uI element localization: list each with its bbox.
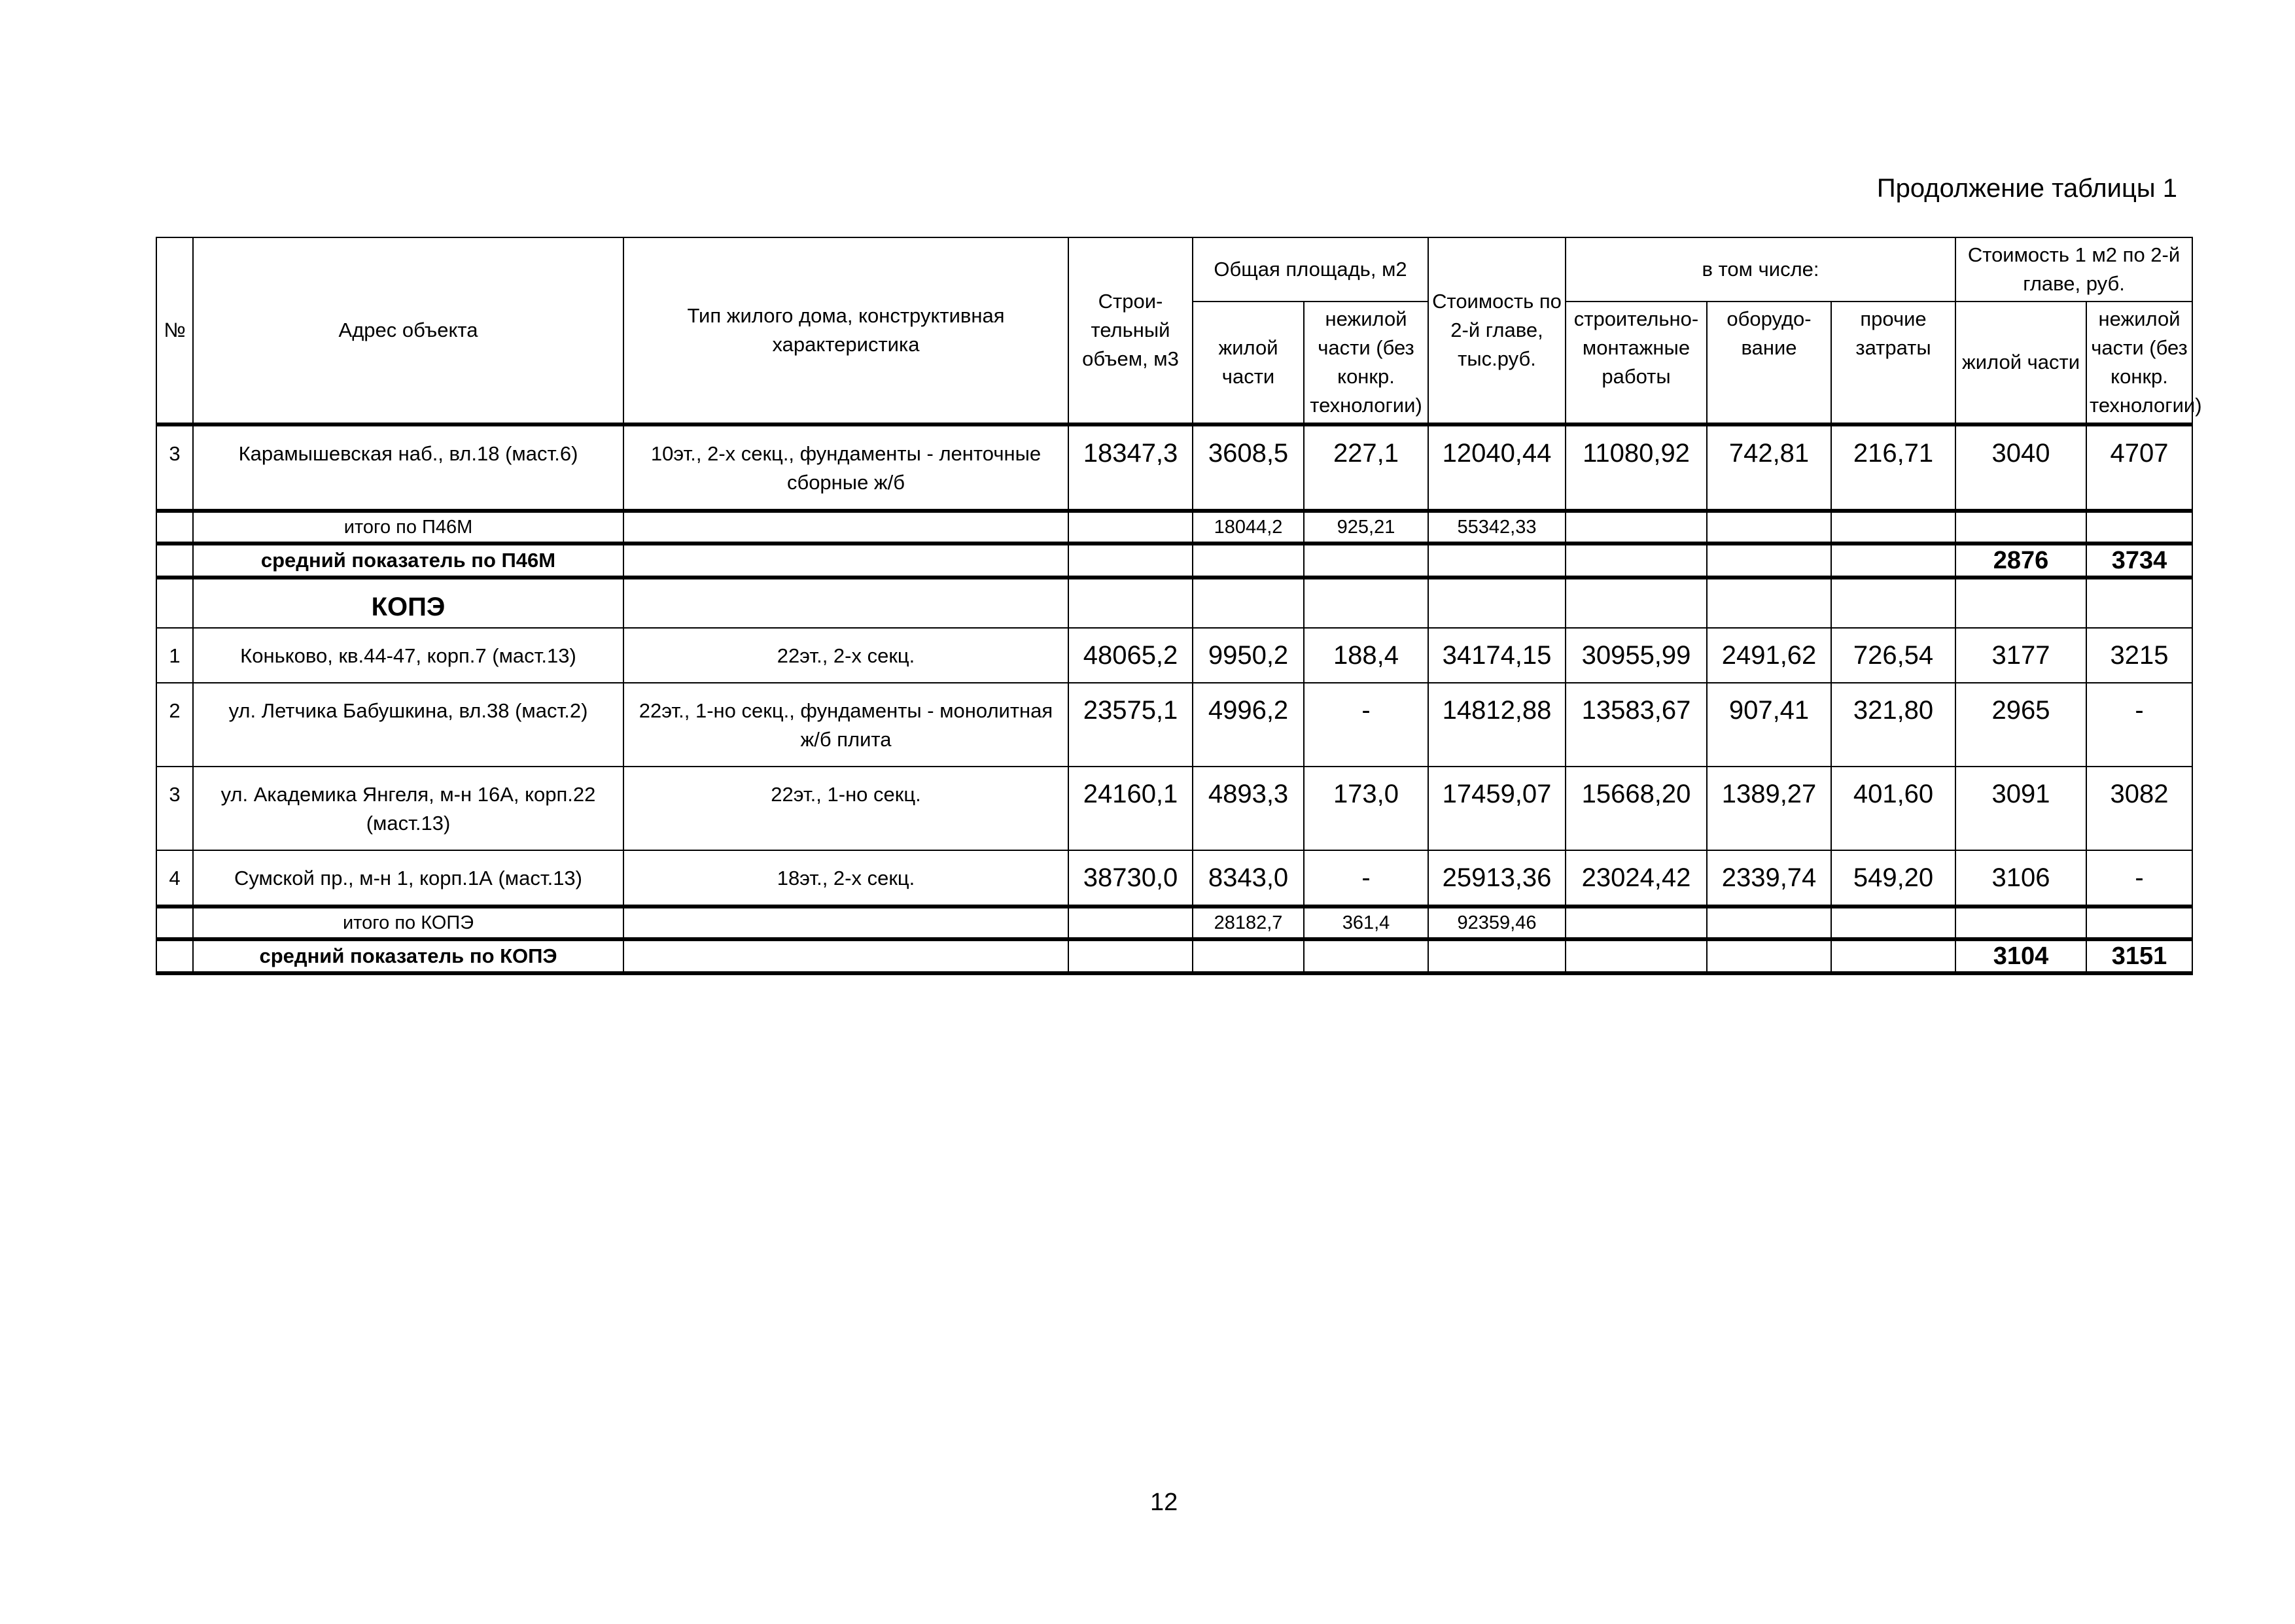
average-row [156,544,2295,578]
header-unit-group: Стоимость 1 м2 по 2-й главе, руб. [1955,237,2192,302]
row-num: 2 [156,683,193,767]
header-equipment: оборудо- вание [1707,302,1831,424]
row-unit-res: 3040 [1955,424,2086,511]
row-area-nonres: 188,4 [1304,628,1428,683]
header-address: Адрес объекта [193,237,623,424]
row-unit-nonres: 3082 [2086,767,2192,850]
page-number: 12 [1150,1489,1178,1516]
row-area-nonres: 227,1 [1304,424,1428,511]
table-row [156,767,2295,850]
row-cost: 34174,15 [1428,628,1566,683]
row-address: Карамышевская наб., вл.18 (маст.6) [193,424,623,511]
table-caption: Продолжение таблицы 1 [1876,174,2177,203]
row-unit-nonres: - [2086,850,2192,907]
row-type: 22эт., 1-но секц., фундаменты - монолитная ж/б плита [623,683,1068,767]
row-unit-res: 3106 [1955,850,2086,907]
header-type: Тип жилого дома, конструктивная характеристика [623,237,1068,424]
row-equipment: 1389,27 [1707,767,1831,850]
row-volume: 18347,3 [1068,424,1193,511]
row-construction: 13583,67 [1566,683,1707,767]
header-area-group: Общая площадь, м2 [1193,237,1428,302]
total-cost: 55342,33 [1428,511,1566,544]
row-volume: 38730,0 [1068,850,1193,907]
row-area-nonres: 173,0 [1304,767,1428,850]
row-construction: 11080,92 [1566,424,1707,511]
row-area-nonres: - [1304,683,1428,767]
average-unit-res: 2876 [1955,544,2086,578]
row-unit-res: 3177 [1955,628,2086,683]
header-construction: строительно- монтажные работы [1566,302,1707,424]
average-unit-nonres: 3734 [2086,544,2192,578]
row-volume: 48065,2 [1068,628,1193,683]
row-equipment: 2491,62 [1707,628,1831,683]
average-unit-nonres: 3151 [2086,939,2192,973]
table-row [156,683,2295,767]
row-type: 10эт., 2-х секц., фундаменты - ленточные сборные ж/б [623,424,1068,511]
row-unit-res: 2965 [1955,683,2086,767]
section-title: КОПЭ [193,578,623,628]
average-label: средний показатель по КОПЭ [193,939,623,973]
row-equipment: 742,81 [1707,424,1831,511]
row-area-res: 3608,5 [1193,424,1304,511]
row-area-res: 4893,3 [1193,767,1304,850]
average-unit-res: 3104 [1955,939,2086,973]
table-row [156,850,2295,907]
row-type: 18эт., 2-х секц. [623,850,1068,907]
average-label: средний показатель по П46М [193,544,623,578]
row-cost: 17459,07 [1428,767,1566,850]
cost-table [156,237,2295,975]
header-unit-res: жилой части [1955,302,2086,424]
row-area-nonres: - [1304,850,1428,907]
total-area-nonres: 925,21 [1304,511,1428,544]
row-area-res: 4996,2 [1193,683,1304,767]
header-unit-nonres: нежилой части (без конкр. технологии) [2086,302,2192,424]
table-row [156,628,2295,683]
row-construction: 15668,20 [1566,767,1707,850]
row-unit-res: 3091 [1955,767,2086,850]
row-address: ул. Академика Янгеля, м-н 16А, корп.22 (маст.13) [193,767,623,850]
total-area-res: 18044,2 [1193,511,1304,544]
header-cost: Стоимость по 2-й главе, тыс.руб. [1428,237,1566,424]
row-cost: 12040,44 [1428,424,1566,511]
header-volume: Строи- тельный объем, м3 [1068,237,1193,424]
row-address: Сумской пр., м-н 1, корп.1А (маст.13) [193,850,623,907]
header-area-nonres: нежилой части (без конкр. технологии) [1304,302,1428,424]
header-incl-group: в том числе: [1566,237,1955,302]
total-area-nonres: 361,4 [1304,907,1428,939]
table-header [156,237,2295,424]
row-cost: 25913,36 [1428,850,1566,907]
row-type: 22эт., 2-х секц. [623,628,1068,683]
total-area-res: 28182,7 [1193,907,1304,939]
row-other: 401,60 [1831,767,1955,850]
average-row [156,939,2295,973]
row-unit-nonres: - [2086,683,2192,767]
row-construction: 23024,42 [1566,850,1707,907]
row-volume: 24160,1 [1068,767,1193,850]
table-row [156,424,2295,511]
row-num: 4 [156,850,193,907]
row-address: Коньково, кв.44-47, корп.7 (маст.13) [193,628,623,683]
row-other: 549,20 [1831,850,1955,907]
row-area-res: 9950,2 [1193,628,1304,683]
row-address: ул. Летчика Бабушкина, вл.38 (маст.2) [193,683,623,767]
total-label: итого по КОПЭ [193,907,623,939]
header-area-res: жилой части [1193,302,1304,424]
row-cost: 14812,88 [1428,683,1566,767]
row-other: 216,71 [1831,424,1955,511]
row-type: 22эт., 1-но секц. [623,767,1068,850]
row-equipment: 2339,74 [1707,850,1831,907]
total-cost: 92359,46 [1428,907,1566,939]
total-row [156,907,2295,939]
total-label: итого по П46М [193,511,623,544]
row-num: 1 [156,628,193,683]
row-area-res: 8343,0 [1193,850,1304,907]
row-unit-nonres: 3215 [2086,628,2192,683]
row-equipment: 907,41 [1707,683,1831,767]
row-construction: 30955,99 [1566,628,1707,683]
total-row [156,511,2295,544]
header-num: № [156,237,193,424]
row-volume: 23575,1 [1068,683,1193,767]
header-other: прочие затраты [1831,302,1955,424]
row-num: 3 [156,767,193,850]
row-other: 321,80 [1831,683,1955,767]
row-unit-nonres: 4707 [2086,424,2192,511]
row-num: 3 [156,424,193,511]
row-other: 726,54 [1831,628,1955,683]
section-row [156,578,2295,628]
